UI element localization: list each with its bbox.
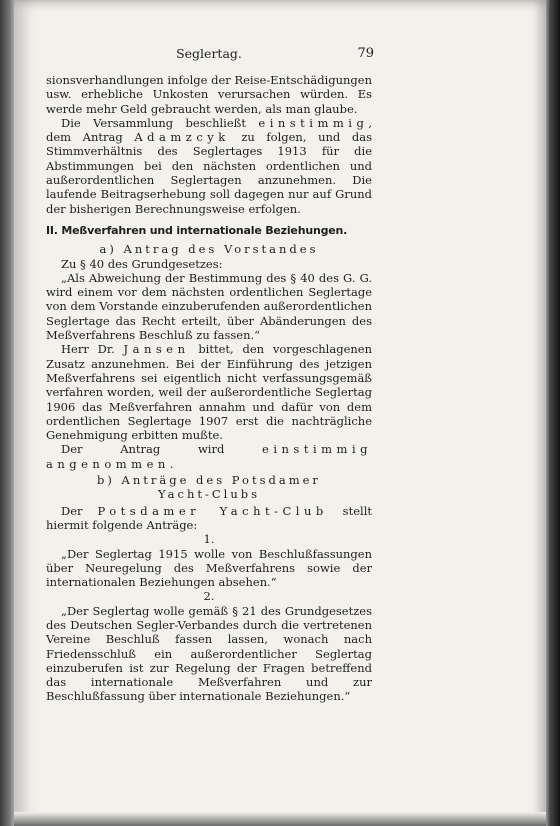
text-run: Der [61, 503, 98, 518]
subheading-a: a) Antrag des Vorstandes [99, 242, 319, 257]
spaced-name: Adamzcyk [134, 130, 230, 145]
quote-1: „Als Abweichung der Bestimmung des § 40 des G. G. wird einem vor dem nächsten ordentlichen Seglertage von dem Vorstande einzuberufenden außerordentlichen Seglertage das Recht erteilt, über Abänderungen des Meßverfahrens Beschluß zu fassen.“ [46, 270, 372, 343]
paragraph-zu: Zu § 40 des Grundgesetzes: [61, 256, 223, 271]
paragraph-continuation: sionsverhandlungen infolge der Reise-Entschädigungen usw. erhebliche Unkosten verursachen würden. Es werde mehr Geld gebraucht werden, als man glaube. [46, 73, 372, 116]
paragraph-result [46, 442, 372, 471]
paragraph-jansen [46, 342, 372, 442]
paragraph-club [46, 504, 372, 533]
text-run: , dem Antrag [46, 115, 372, 145]
quote-2: „Der Seglertag 1915 wolle von Beschlußfassungen über Neuregelung des Meßverfahrens sowie der internationalen Beziehungen absehen.“ [46, 546, 372, 590]
quote-3: „Der Seglertag wolle gemäß § 21 des Grundgesetzes des Deutschen Segler-Verbandes durch die vertretenen Vereine Beschluß fassen lassen, wonach nach Friedensschluß ein außerordentlicher Seglertag einzuberufen ist zur Regelung der Fragen betreffend das internationale Meßverfahren und zur Beschlußfassung über internationale Beziehungen.“ [46, 603, 372, 704]
section-heading: II. Meßverfahren und internationale Beziehungen. [46, 223, 348, 237]
running-head [46, 47, 372, 73]
spaced-name: Jansen [123, 342, 190, 357]
running-title: Seglertag. [176, 46, 242, 61]
subheading-b-line1: b) Anträge des Potsdamer [97, 473, 321, 488]
subheading-b-line2: Yacht-Clubs [157, 487, 261, 502]
spaced-name: Potsdamer Yacht-Club [97, 503, 328, 518]
text-run: Herr Dr. [61, 342, 124, 357]
text-run: Der Antrag wird [61, 442, 263, 457]
spaced-emphasis: einstimmig [258, 115, 369, 130]
paragraph-resolution [46, 116, 372, 216]
scan-right-edge [546, 0, 560, 826]
text-run: bittet, den vorgeschlagenen Zusatz anzunehmen. Bei der Einführung des jetzigen Meßverfahrens sei eigentlich nicht verfassungsgemäß verfahren worden, weil der außerordentliche Seglertag 1906 das Meßverfahren annahm und dafür von dem ordentlichen Seglertage 1907 erst die nachträgliche Genehmigung erbitten mußte. [46, 342, 373, 443]
text-run: zu folgen, und das Stimmverhältnis des Seglertages 1913 für die Abstimmungen bei den nächsten ordentlichen und außerordentlichen Seglertagen anzunehmen. Die laufende Beitragserhebung soll dagegen nur auf Grund der bisherigen Berechnungsweise erfolgen. [46, 130, 372, 216]
text-run: . [169, 456, 174, 471]
text-run: Die Versammlung beschließt [61, 115, 259, 130]
item-number-2: 2. [203, 589, 215, 604]
item-number-1: 1. [203, 532, 215, 547]
spaced-emphasis: einstimmig angenommen [46, 442, 372, 471]
page-number: 79 [357, 46, 374, 61]
text-run: stellt hiermit folgende Anträge: [46, 503, 372, 532]
page-content [46, 47, 372, 704]
page-bottom-shadow [14, 812, 546, 826]
